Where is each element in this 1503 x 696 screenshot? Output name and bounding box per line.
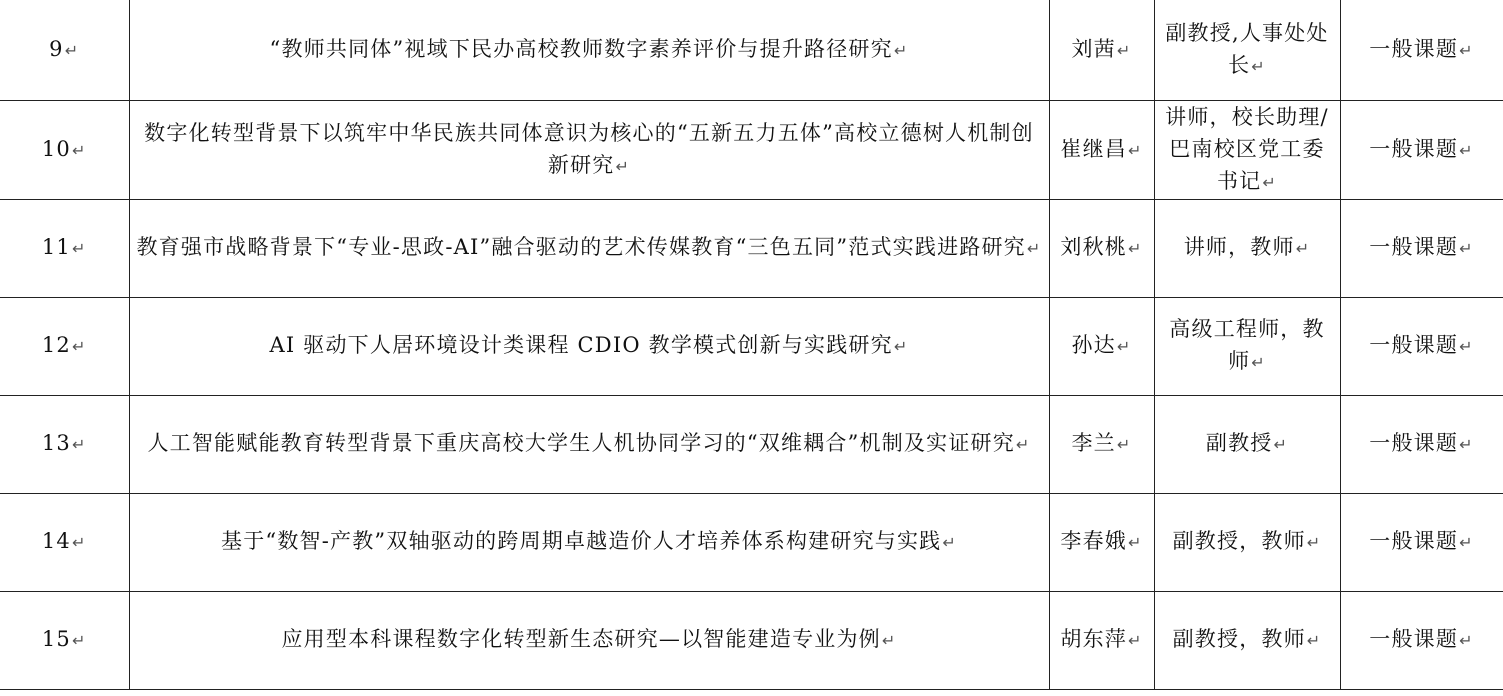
paragraph-mark-icon: ↵ xyxy=(72,337,87,356)
person-position-cell xyxy=(1154,591,1340,689)
table-row xyxy=(0,591,1503,689)
project-category: 一般课题 xyxy=(1369,36,1459,61)
paragraph-mark-icon: ↵ xyxy=(1273,435,1289,454)
project-category-cell xyxy=(1340,395,1503,493)
paragraph-mark-icon: ↵ xyxy=(1459,533,1474,552)
paragraph-mark-icon: ↵ xyxy=(72,435,87,454)
paragraph-mark-icon: ↵ xyxy=(1128,140,1143,160)
project-category: 一般课题 xyxy=(1369,431,1459,455)
row-number-cell xyxy=(0,395,129,493)
person-position: 副教授，教师 xyxy=(1172,529,1306,553)
table-row xyxy=(0,199,1503,297)
paragraph-mark-icon: ↵ xyxy=(1459,140,1474,160)
person-position-cell xyxy=(1154,199,1340,297)
person-name-cell xyxy=(1049,591,1154,689)
paragraph-mark-icon: ↵ xyxy=(72,140,87,160)
project-title-cell xyxy=(129,0,1049,100)
paragraph-mark-icon: ↵ xyxy=(72,239,87,258)
person-name-cell xyxy=(1049,297,1154,395)
paragraph-mark-icon: ↵ xyxy=(1251,353,1266,372)
project-category-cell xyxy=(1340,0,1503,100)
person-position: 副教授,人事处处长 xyxy=(1165,20,1329,77)
project-title-cell xyxy=(129,199,1049,297)
project-title: 基于“数智-产教”双轴驱动的跨周期卓越造价人才培养体系构建研究与实践 xyxy=(221,529,942,553)
project-title: 应用型本科课程数字化转型新生态研究—以智能建造专业为例 xyxy=(281,627,881,651)
project-category-cell xyxy=(1340,100,1503,199)
table-row xyxy=(0,100,1503,199)
project-title: “教师共同体”视域下民办高校教师数字素养评价与提升路径研究 xyxy=(269,36,893,61)
paragraph-mark-icon: ↵ xyxy=(615,156,631,176)
row-number: 15 xyxy=(41,627,71,651)
project-category: 一般课题 xyxy=(1369,529,1459,553)
paragraph-mark-icon: ↵ xyxy=(1116,40,1132,60)
paragraph-mark-icon: ↵ xyxy=(1459,40,1474,60)
person-position: 副教授 xyxy=(1205,431,1273,455)
project-title: 人工智能赋能教育转型背景下重庆高校大学生人机协同学习的“双维耦合”机制及实证研究 xyxy=(147,431,1015,455)
project-title-cell xyxy=(129,100,1049,199)
paragraph-mark-icon: ↵ xyxy=(1116,435,1132,454)
paragraph-mark-icon: ↵ xyxy=(1459,337,1474,356)
project-title: 教育强市战略背景下“专业-思政-AI”融合驱动的艺术传媒教育“三色五同”范式实践进路研究 xyxy=(136,235,1026,259)
person-name-cell xyxy=(1049,493,1154,591)
row-number-cell xyxy=(0,199,129,297)
paragraph-mark-icon: ↵ xyxy=(1026,239,1042,258)
person-position-cell xyxy=(1154,0,1340,100)
row-number: 11 xyxy=(41,235,71,259)
project-category-cell xyxy=(1340,297,1503,395)
paragraph-mark-icon: ↵ xyxy=(1306,533,1322,552)
person-name: 孙达 xyxy=(1071,333,1116,357)
table-row xyxy=(0,493,1503,591)
person-position: 讲师，教师 xyxy=(1183,235,1295,259)
person-position-cell xyxy=(1154,395,1340,493)
row-number: 12 xyxy=(41,333,71,357)
row-number-cell xyxy=(0,297,129,395)
row-number-cell xyxy=(0,100,129,199)
paragraph-mark-icon: ↵ xyxy=(72,631,87,650)
paragraph-mark-icon: ↵ xyxy=(893,40,909,60)
person-position: 副教授，教师 xyxy=(1172,627,1306,651)
person-name: 刘茜 xyxy=(1071,36,1116,61)
person-position-cell xyxy=(1154,297,1340,395)
person-name: 胡东萍 xyxy=(1060,627,1127,651)
paragraph-mark-icon: ↵ xyxy=(1251,56,1266,76)
person-name-cell xyxy=(1049,100,1154,199)
person-position-cell xyxy=(1154,493,1340,591)
row-number-cell xyxy=(0,493,129,591)
paragraph-mark-icon: ↵ xyxy=(64,40,80,60)
person-position: 讲师，校长助理/巴南校区党工委书记 xyxy=(1165,104,1329,193)
project-title: AI 驱动下人居环境设计类课程 CDIO 教学模式创新与实践研究 xyxy=(269,333,893,357)
project-title-cell xyxy=(129,395,1049,493)
person-name: 李春娥 xyxy=(1060,529,1127,553)
paragraph-mark-icon: ↵ xyxy=(893,337,909,356)
row-number: 13 xyxy=(41,431,71,455)
paragraph-mark-icon: ↵ xyxy=(942,533,957,552)
row-number-cell xyxy=(0,0,129,100)
paragraph-mark-icon: ↵ xyxy=(72,533,87,552)
person-position-cell xyxy=(1154,100,1340,199)
paragraph-mark-icon: ↵ xyxy=(1262,172,1277,192)
table-row xyxy=(0,297,1503,395)
project-category-cell xyxy=(1340,591,1503,689)
project-category: 一般课题 xyxy=(1369,235,1459,259)
paragraph-mark-icon: ↵ xyxy=(1295,239,1311,258)
paragraph-mark-icon: ↵ xyxy=(1306,631,1322,650)
paragraph-mark-icon: ↵ xyxy=(881,631,897,650)
project-title-cell xyxy=(129,493,1049,591)
row-number-cell xyxy=(0,591,129,689)
project-category: 一般课题 xyxy=(1369,333,1459,357)
person-name: 崔继昌 xyxy=(1060,136,1127,161)
person-position: 高级工程师，教师 xyxy=(1169,317,1325,373)
paragraph-mark-icon: ↵ xyxy=(1128,239,1143,258)
project-category: 一般课题 xyxy=(1369,627,1459,651)
project-title-cell xyxy=(129,591,1049,689)
paragraph-mark-icon: ↵ xyxy=(1459,435,1474,454)
project-title-cell xyxy=(129,297,1049,395)
person-name-cell xyxy=(1049,0,1154,100)
person-name: 刘秋桃 xyxy=(1060,235,1127,259)
paragraph-mark-icon: ↵ xyxy=(1128,533,1143,552)
paragraph-mark-icon: ↵ xyxy=(1015,435,1031,454)
person-name: 李兰 xyxy=(1071,431,1116,455)
table-row xyxy=(0,0,1503,100)
person-name-cell xyxy=(1049,199,1154,297)
row-number: 9 xyxy=(49,36,64,61)
project-category: 一般课题 xyxy=(1369,136,1459,161)
row-number: 10 xyxy=(41,136,71,161)
person-name-cell xyxy=(1049,395,1154,493)
project-category-cell xyxy=(1340,493,1503,591)
paragraph-mark-icon: ↵ xyxy=(1459,239,1474,258)
project-category-cell xyxy=(1340,199,1503,297)
row-number: 14 xyxy=(41,529,71,553)
paragraph-mark-icon: ↵ xyxy=(1459,631,1474,650)
project-title: 数字化转型背景下以筑牢中华民族共同体意识为核心的“五新五力五体”高校立德树人机制创新研究 xyxy=(144,120,1034,177)
paragraph-mark-icon: ↵ xyxy=(1128,631,1143,650)
table-row xyxy=(0,395,1503,493)
paragraph-mark-icon: ↵ xyxy=(1116,337,1132,356)
